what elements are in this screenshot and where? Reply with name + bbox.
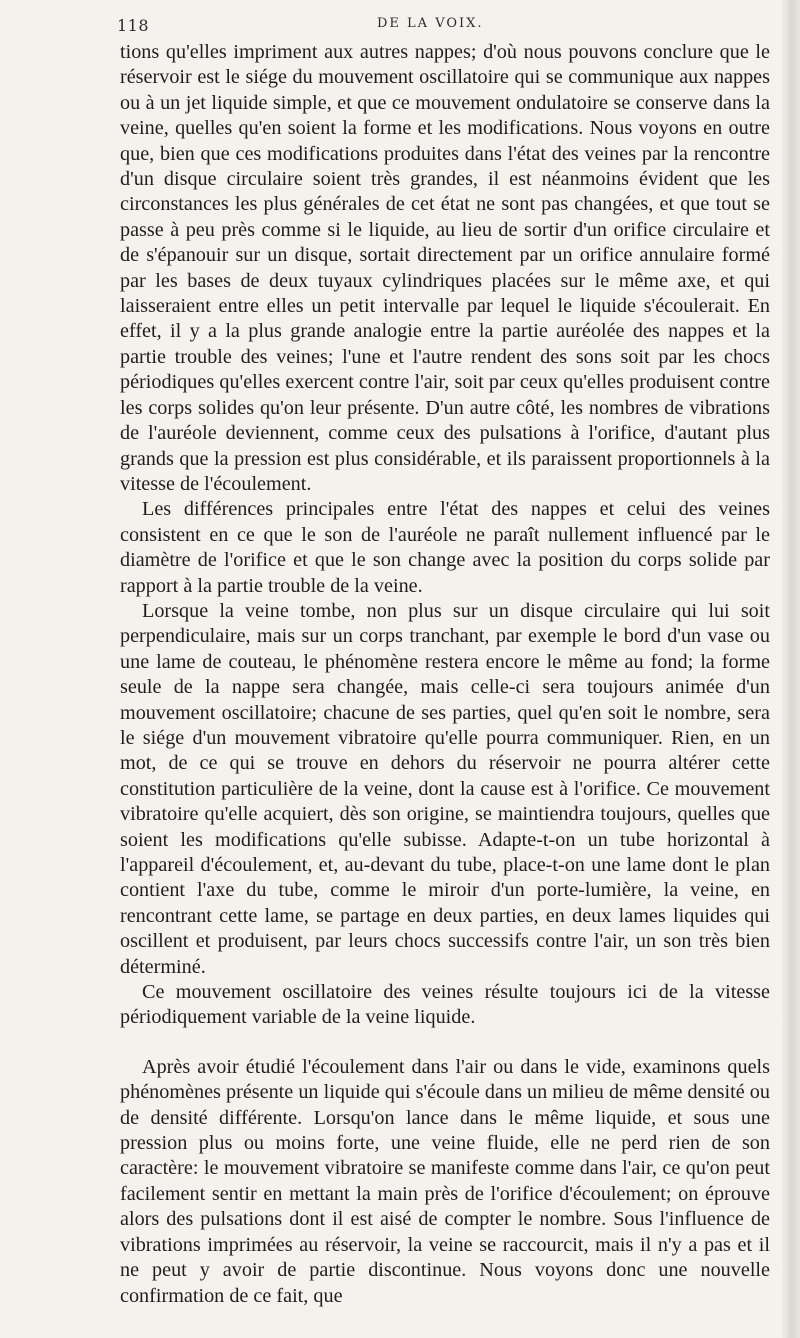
paragraph-2: Les différences principales entre l'état des nappes et celui des veines consistent en ce que le son de l'auréole ne paraît nullement influencé par le diamètre de l'orifice et que le son change avec la position du corps solide par rapport à la partie trouble de la veine. [120, 498, 770, 597]
paragraph-1: tions qu'elles impriment aux autres nappes; d'où nous pouvons conclure que le réservoir est le siége du mouvement oscillatoire qui se communique aux nappes ou à un jet liquide simple, et que ce mouvement ondulatoire se conserve dans la veine, quelles qu'en soient la forme et les modifications. Nous voyons en outre que, bien que ces modifications produites dans l'état des veines par la rencontre d'un disque circulaire soient très grandes, il est néanmoins évident que les circonstances les plus générales de cet état ne sont pas changées, et que tout se passe à peu près comme si le liquide, au lieu de sortir d'un orifice circulaire et de s'épanouir sur un disque, sortait directement par un orifice annulaire formé par les bases de deux tuyaux cylindriques placées sur le même axe, et qui laisseraient entre elles un petit intervalle par lequel le liquide s'écoulerait. En effet, il y a la plus grande analogie entre la partie auréolée des nappes et la partie trouble des veines; l'une et l'autre rendent des sons soit par les chocs périodiques qu'elles exercent contre l'air, soit par ceux qu'elles produisent contre les corps solides qu'on leur présente. D'un autre côté, les nombres de vibrations de l'auréole deviennent, comme ceux des pulsations à l'orifice, d'autant plus grands que la pression est plus considérable, et ils paraissent proportionnels à la vitesse de l'écoulement. [120, 41, 770, 495]
paragraph-4: Ce mouvement oscillatoire des veines résulte toujours ici de la vitesse périodiquement variable de la veine liquide. [120, 981, 770, 1029]
page-number: 118 [117, 16, 150, 35]
body-text [120, 40, 770, 1309]
running-title: DE LA VOIX. [377, 16, 484, 31]
paragraph-5: Après avoir étudié l'écoulement dans l'air ou dans le vide, examinons quels phénomènes présente un liquide qui s'écoule dans un milieu de même densité ou de densité différente. Lorsqu'on lance dans le même liquide, et sous une pression plus ou moins forte, une veine fluide, elle ne perd rien de son caractère: le mouvement vibratoire se manifeste comme dans l'air, ce qu'on peut facilement sentir en mettant la main près de l'orifice d'écoulement; on éprouve alors des pulsations dont il est aisé de compter le nombre. Sous l'influence de vibrations imprimées au réservoir, la veine se raccourcit, mais il n'y a pas et il ne peut y avoir de partie discontinue. Nous voyons donc une nouvelle confirmation de ce fait, que [120, 1055, 770, 1307]
page-edge-shadow [782, 0, 800, 1338]
paragraph-3: Lorsque la veine tombe, non plus sur un disque circulaire qui lui soit perpendiculaire, mais sur un corps tranchant, par exemple le bord d'un vase ou une lame de couteau, le phénomène restera encore le même au fond; la forme seule de la nappe sera changée, mais celle-ci sera toujours animée d'un mouvement oscillatoire; chacune de ses parties, quel qu'en soit le nombre, sera le siége d'un mouvement vibratoire qu'elle pourra communiquer. Rien, en un mot, de ce qui se trouve en dehors du réservoir ne pourra altérer cette constitution particulière de la veine, dont la cause est à l'orifice. Ce mouvement vibratoire qu'elle acquiert, dès son origine, se maintiendra toujours, quelles que soient les modifications qu'elle subisse. Adapte-t-on un tube horizontal à l'appareil d'écoulement, et, au-devant du tube, place-t-on une lame dont le plan contient l'axe du tube, comme le miroir d'un porte-lumière, la veine, en rencontrant cette lame, se partage en deux parties, en deux lames liquides qui oscillent et produisent, par leurs chocs successifs contre l'air, un son très bien déterminé. [120, 599, 770, 978]
page-header [117, 14, 717, 38]
